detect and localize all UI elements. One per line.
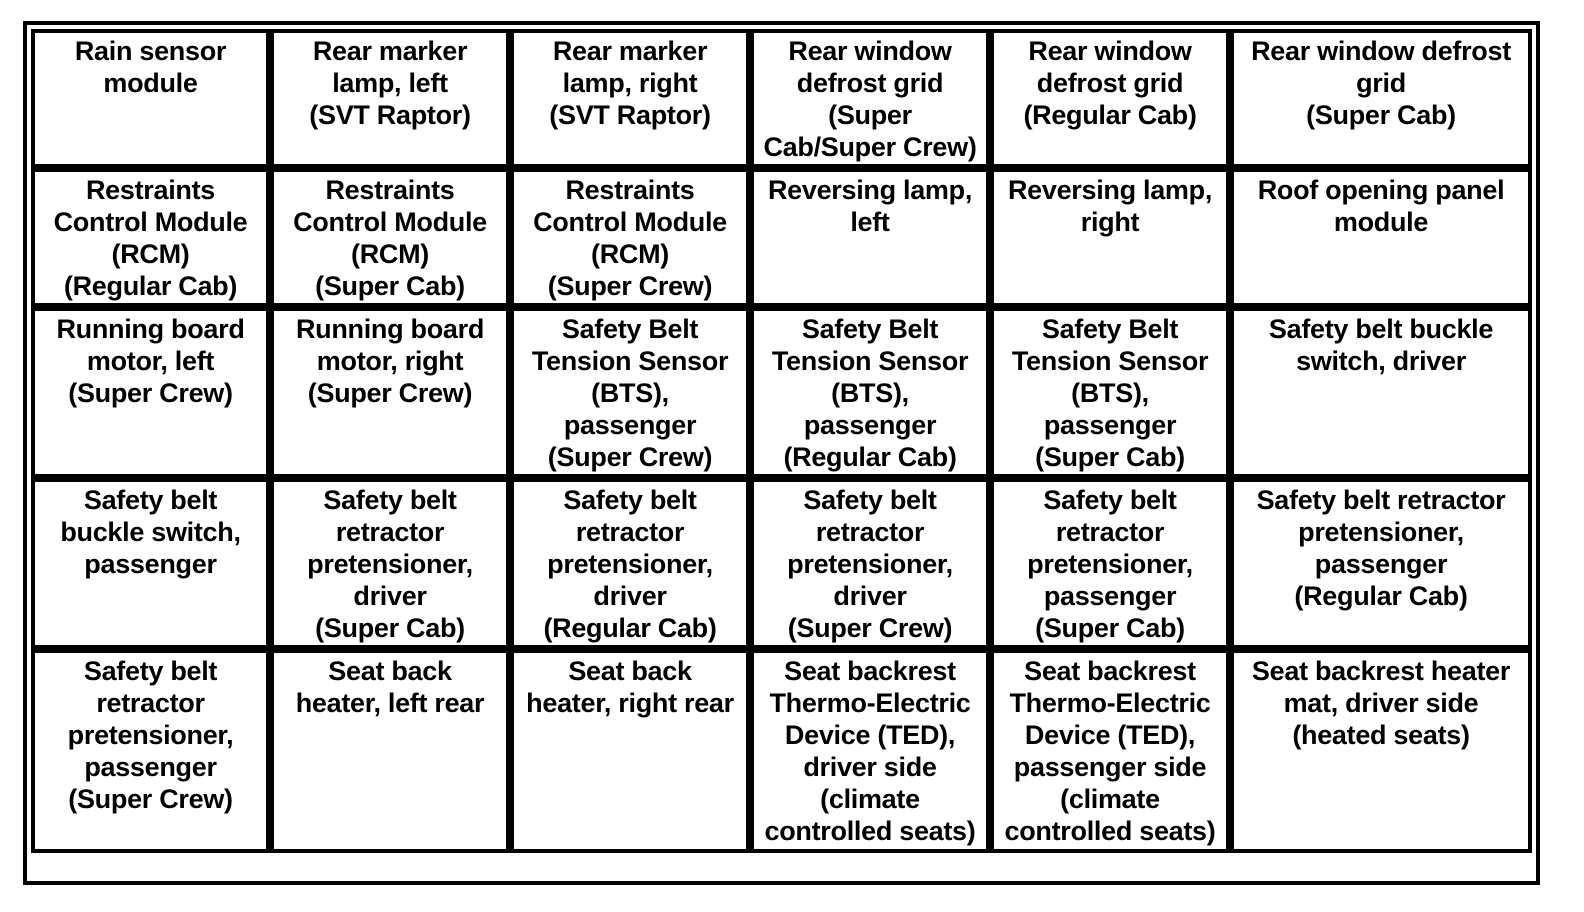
cell-label: Safety belt buckle switch, driver: [1268, 314, 1494, 376]
cell-label: Rain sensor module: [74, 36, 227, 98]
cell-label: Seat back heater, right rear: [526, 656, 734, 718]
cell-label: Safety belt retractor pretensioner, passenger (Super Crew): [67, 656, 234, 814]
table-cell: [510, 649, 750, 853]
cell-label: Running board motor, right (Super Crew): [295, 314, 485, 408]
table-cell: [31, 649, 270, 853]
table-cell: [750, 29, 990, 168]
cell-label: Seat backrest Thermo-Electric Device (TED), driver side (climate controlled seats): [764, 656, 976, 846]
component-table: [23, 21, 1540, 885]
table-cell: [1230, 478, 1532, 649]
table-cell: [1230, 307, 1532, 478]
cell-label: Safety belt retractor pretensioner, driver (Super Crew): [787, 485, 953, 643]
table-cell: [31, 29, 270, 168]
cell-label: Safety Belt Tension Sensor (BTS), passenger (Super Crew): [531, 314, 729, 472]
cell-label: Restraints Control Module (RCM) (Super Cab): [293, 175, 487, 301]
cell-label: Seat backrest heater mat, driver side (heated seats): [1251, 656, 1511, 750]
cell-label: Restraints Control Module (RCM) (Regular Cab): [53, 175, 248, 301]
table-cell: [510, 29, 750, 168]
cell-label: Restraints Control Module (RCM) (Super Crew): [533, 175, 727, 301]
cell-label: Safety Belt Tension Sensor (BTS), passenger (Regular Cab): [771, 314, 969, 472]
table-cell: [510, 478, 750, 649]
table-cell: [270, 307, 510, 478]
table-cell: [990, 649, 1230, 853]
table-cell: [990, 168, 1230, 307]
cell-label: Safety belt retractor pretensioner, driver (Regular Cab): [543, 485, 717, 643]
cell-label: Rear marker lamp, left (SVT Raptor): [309, 36, 471, 130]
table-cell: [750, 307, 990, 478]
table-cell: [1230, 168, 1532, 307]
cell-label: Safety belt retractor pretensioner, driver (Super Cab): [307, 485, 473, 643]
cell-label: Safety belt buckle switch, passenger: [60, 485, 241, 579]
cell-label: Safety belt retractor pretensioner, passenger (Super Cab): [1027, 485, 1193, 643]
table-cell: [270, 29, 510, 168]
table-cell: [990, 307, 1230, 478]
table-cell: [270, 649, 510, 853]
table-cell: [31, 478, 270, 649]
table-cell: [990, 29, 1230, 168]
cell-label: Rear window defrost grid (Super Cab/Super Crew): [763, 36, 977, 162]
component-grid: [31, 29, 1532, 877]
cell-label: Safety Belt Tension Sensor (BTS), passenger (Super Cab): [1011, 314, 1209, 472]
cell-label: Seat back heater, left rear: [295, 656, 485, 718]
table-cell: [750, 168, 990, 307]
cell-label: Rear marker lamp, right (SVT Raptor): [549, 36, 711, 130]
table-cell: [750, 649, 990, 853]
table-cell: [510, 307, 750, 478]
cell-label: Reversing lamp, right: [1007, 175, 1213, 237]
cell-label: Seat backrest Thermo-Electric Device (TED), passenger side (climate controlled seats): [1004, 656, 1216, 846]
table-cell: [990, 478, 1230, 649]
cell-label: Roof opening panel module: [1257, 175, 1505, 237]
table-cell: [270, 478, 510, 649]
table-cell: [1230, 29, 1532, 168]
cell-label: Rear window defrost grid (Super Cab): [1251, 36, 1511, 130]
table-cell: [31, 307, 270, 478]
table-cell: [1230, 649, 1532, 853]
cell-label: Safety belt retractor pretensioner, passenger (Regular Cab): [1256, 485, 1506, 611]
cell-label: Rear window defrost grid (Regular Cab): [1023, 36, 1197, 130]
table-cell: [510, 168, 750, 307]
table-cell: [750, 478, 990, 649]
cell-label: Running board motor, left (Super Crew): [56, 314, 245, 408]
table-cell: [31, 168, 270, 307]
cell-label: Reversing lamp, left: [767, 175, 973, 237]
table-cell: [270, 168, 510, 307]
